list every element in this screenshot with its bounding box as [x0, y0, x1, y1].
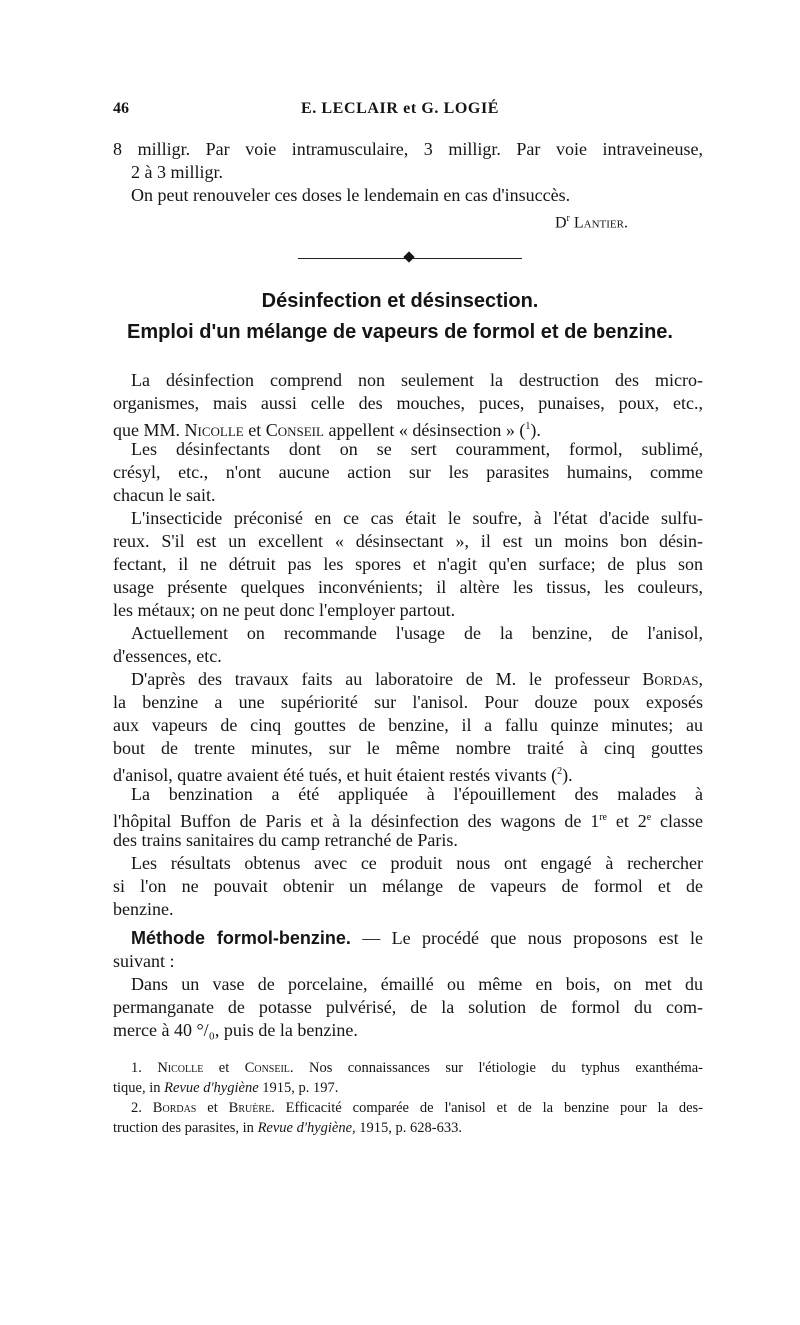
text-line: d'essences, etc. [113, 646, 222, 666]
text-line: Les désinfectants dont on se sert couramment, formol, sublimé, [131, 439, 703, 459]
footnote-2: 2. Bordas et Bruère. Efficacité comparée de l'anisol et de la benzine pour la des- [131, 1100, 704, 1116]
text-line: D'après des travaux faits au laboratoire de M. le professeur Bordas, [131, 669, 703, 689]
text-line: des trains sanitaires du camp retranché de Paris. [113, 830, 458, 850]
method-section [113, 927, 703, 1042]
journal-title: Revue d'hygiène, [257, 1120, 356, 1136]
text-line: merce à 40 °/₀, puis de la benzine. [113, 1020, 358, 1040]
footnote-1-cont: tique, in Revue d'hygiène 1915, p. 197. [113, 1080, 339, 1096]
text-line: permanganate de potasse pulvérisé, de la solution de formol du com- [113, 997, 703, 1017]
running-head: E. LECLAIR et G. LOGIÉ [300, 100, 500, 117]
text-line: suivant : [113, 951, 175, 971]
text-line: fectant, il ne détruit pas les spores et n'agit qu'en surface; de plus son [113, 554, 703, 574]
text-line: L'insecticide préconisé en ce cas était le soufre, à l'état d'acide sulfu- [131, 508, 703, 528]
divider-ornament [403, 251, 414, 262]
page-number: 46 [113, 100, 129, 117]
text-line: benzine. [113, 899, 174, 919]
text-line: reux. S'il est un excellent « désinsectant », il est un moins bon désin- [113, 531, 703, 551]
article-body [113, 369, 703, 921]
text-line: 2 à 3 milligr. [131, 162, 223, 182]
text-line: La benzination a été appliquée à l'épouillement des malades à [131, 784, 703, 804]
signature-prefix: D [554, 214, 567, 232]
text-line: Dans un vase de porcelaine, émaillé ou même en bois, on met du [131, 974, 703, 994]
signature-superscript: r [566, 213, 570, 224]
text-line: les métaux; on ne peut donc l'employer partout. [113, 600, 456, 620]
article-title: Désinfection et désinsection. [261, 290, 539, 312]
article-subtitle: Emploi d'un mélange de vapeurs de formol et de benzine. [127, 321, 673, 343]
text-line: Méthode formol-benzine. — Le procédé que nous proposons est le [131, 928, 703, 948]
author-name: Bordas, [642, 669, 703, 689]
author-name: Conseil [265, 420, 324, 440]
signature-name: Lantier. [573, 214, 628, 232]
text-line: la benzine a une supériorité sur l'anisol. Pour douze poux exposés [113, 692, 703, 712]
text-line: si l'on ne pouvait obtenir un mélange de vapeurs de formol et de [113, 876, 703, 896]
text-line: aux vapeurs de cinq gouttes de benzine, il a fallu quinze minutes; au [113, 715, 703, 735]
previous-article-ending [113, 138, 703, 230]
section-heading: Méthode formol-benzine. [131, 928, 351, 948]
footnote-1: 1. Nicolle et Conseil. Nos connaissances sur l'étiologie du typhus exanthéma- [131, 1060, 703, 1076]
text-line: crésyl, etc., n'ont aucune action sur les parasites humains, comme [113, 462, 703, 482]
text-line: que MM. Nicolle et Conseil appellent « désinsection » ($^1$). [113, 420, 541, 440]
text-line: La désinfection comprend non seulement la destruction des micro- [131, 370, 703, 390]
author-signature [113, 207, 703, 230]
author-name: Nicolle [184, 420, 244, 440]
footnote-2-cont: truction des parasites, in Revue d'hygiène, 1915, p. 628-633. [113, 1120, 463, 1136]
text-line: d'anisol, quatre avaient été tués, et huit étaient restés vivants ($^2$). [113, 765, 573, 785]
text-line: usage présente quelques inconvénients; il altère les tissus, les couleurs, [113, 577, 703, 597]
footnotes [113, 1058, 703, 1138]
text-line: organismes, mais aussi celle des mouches, puces, punaises, poux, etc., [113, 393, 703, 413]
text-line: Actuellement on recommande l'usage de la benzine, de l'anisol, [131, 623, 703, 643]
page-header [0, 100, 800, 124]
text-line: 8 milligr. Par voie intramusculaire, 3 milligr. Par voie intraveineuse, [113, 139, 703, 159]
text-line: On peut renouveler ces doses le lendemain en cas d'insuccès. [131, 185, 571, 205]
text-line: l'hôpital Buffon de Paris et à la désinfection des wagons de 1re et 2e classe [113, 811, 703, 831]
text-line: bout de trente minutes, sur le même nombre traité à cinq gouttes [113, 738, 703, 758]
text-line: chacun le sait. [113, 485, 216, 505]
footnote-ref: 2 [557, 766, 563, 777]
journal-title: Revue d'hygiène [164, 1080, 259, 1096]
text-line: Les résultats obtenus avec ce produit nous ont engagé à rechercher [131, 853, 703, 873]
footnote-ref: 1 [525, 421, 531, 432]
